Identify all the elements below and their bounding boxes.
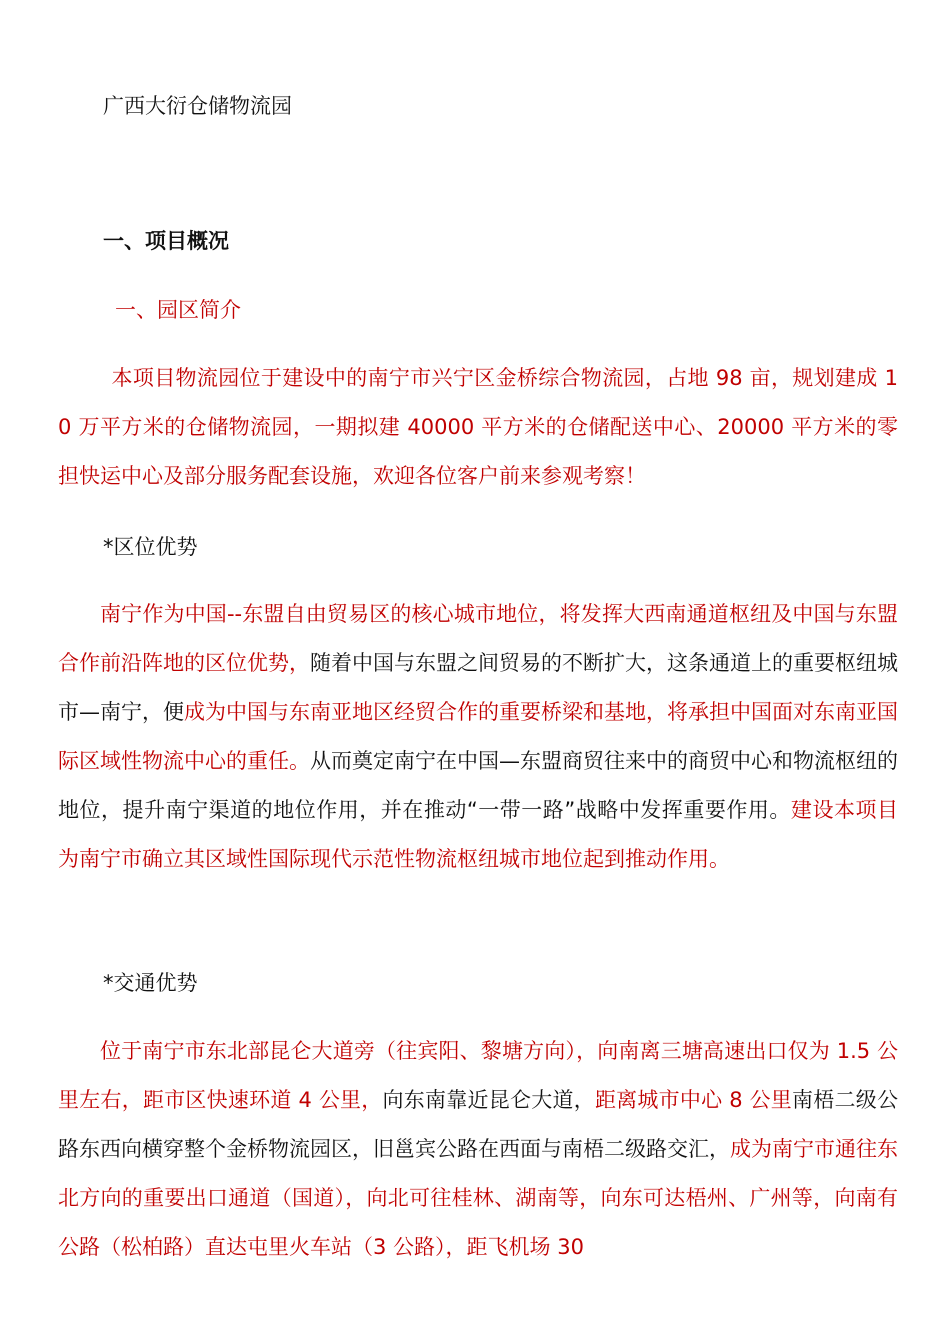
traffic-sentence-3: 距离城市中心 8 公里 [594,1088,793,1112]
location-sentence-4: 从而奠定南宁在中国—东盟商贸往来中的商贸中心和物流枢纽的地位，提升南宁渠道的地位作用，并在推动“一带一路”战略中发挥重要作用。 [58,749,898,822]
location-advantage-heading: *区位优势 [103,535,198,559]
subsection-heading-park-intro: 一、园区简介 [115,298,241,322]
traffic-sentence-4: 南梧二级公路东西向横穿整个金桥物流园区，旧邕宾公路在西面与南梧二级路交汇， [58,1088,899,1161]
traffic-sentence-2: 向东南靠近昆仑大道， [382,1088,595,1112]
section-heading-project-overview: 一、项目概况 [103,229,229,253]
traffic-sentence-5: 成为南宁市通往东北方向的重要出口通道（国道），向北可往桂林、湖南等，向东可达梧州、广州等，向南有公路（松柏路）直达屯里火车站（3 公路），距飞机场 30 [58,1137,898,1259]
document-title: 广西大衍仓储物流园 [103,94,292,118]
traffic-sentence-1: 位于南宁市东北部昆仑大道旁（往宾阳、黎塘方向），向南离三塘高速出口仅为 1.5 公里左右，距市区快速环道 4 公里， [58,1039,898,1112]
location-sentence-5: 建设本项目为南宁市确立其区域性国际现代示范性物流枢纽城市地位起到推动作用。 [58,798,898,871]
traffic-paragraph [58,1027,898,1272]
location-paragraph [58,590,898,884]
traffic-advantage-heading: *交通优势 [103,971,198,995]
location-sentence-2: 随着中国与东盟之间贸易的不断扩大，这条通道上的重要枢纽城市—南宁，便 [58,651,898,724]
location-sentence-1: 南宁作为中国--东盟自由贸易区的核心城市地位，将发挥大西南通道枢纽及中国与东盟合作前沿阵地的区位优势， [58,602,898,675]
intro-paragraph: 本项目物流园位于建设中的南宁市兴宁区金桥综合物流园，占地 98 亩，规划建成 10 万平方米的仓储物流园，一期拟建 40000 平方米的仓储配送中心、20000 平方米的零担快运中心及部分服务配套设施，欢迎各位客户前来参观考察！ [58,366,898,488]
location-sentence-3: 成为中国与东南亚地区经贸合作的重要桥梁和基地，将承担中国面对东南亚国际区域性物流中心的重任。 [58,700,898,773]
